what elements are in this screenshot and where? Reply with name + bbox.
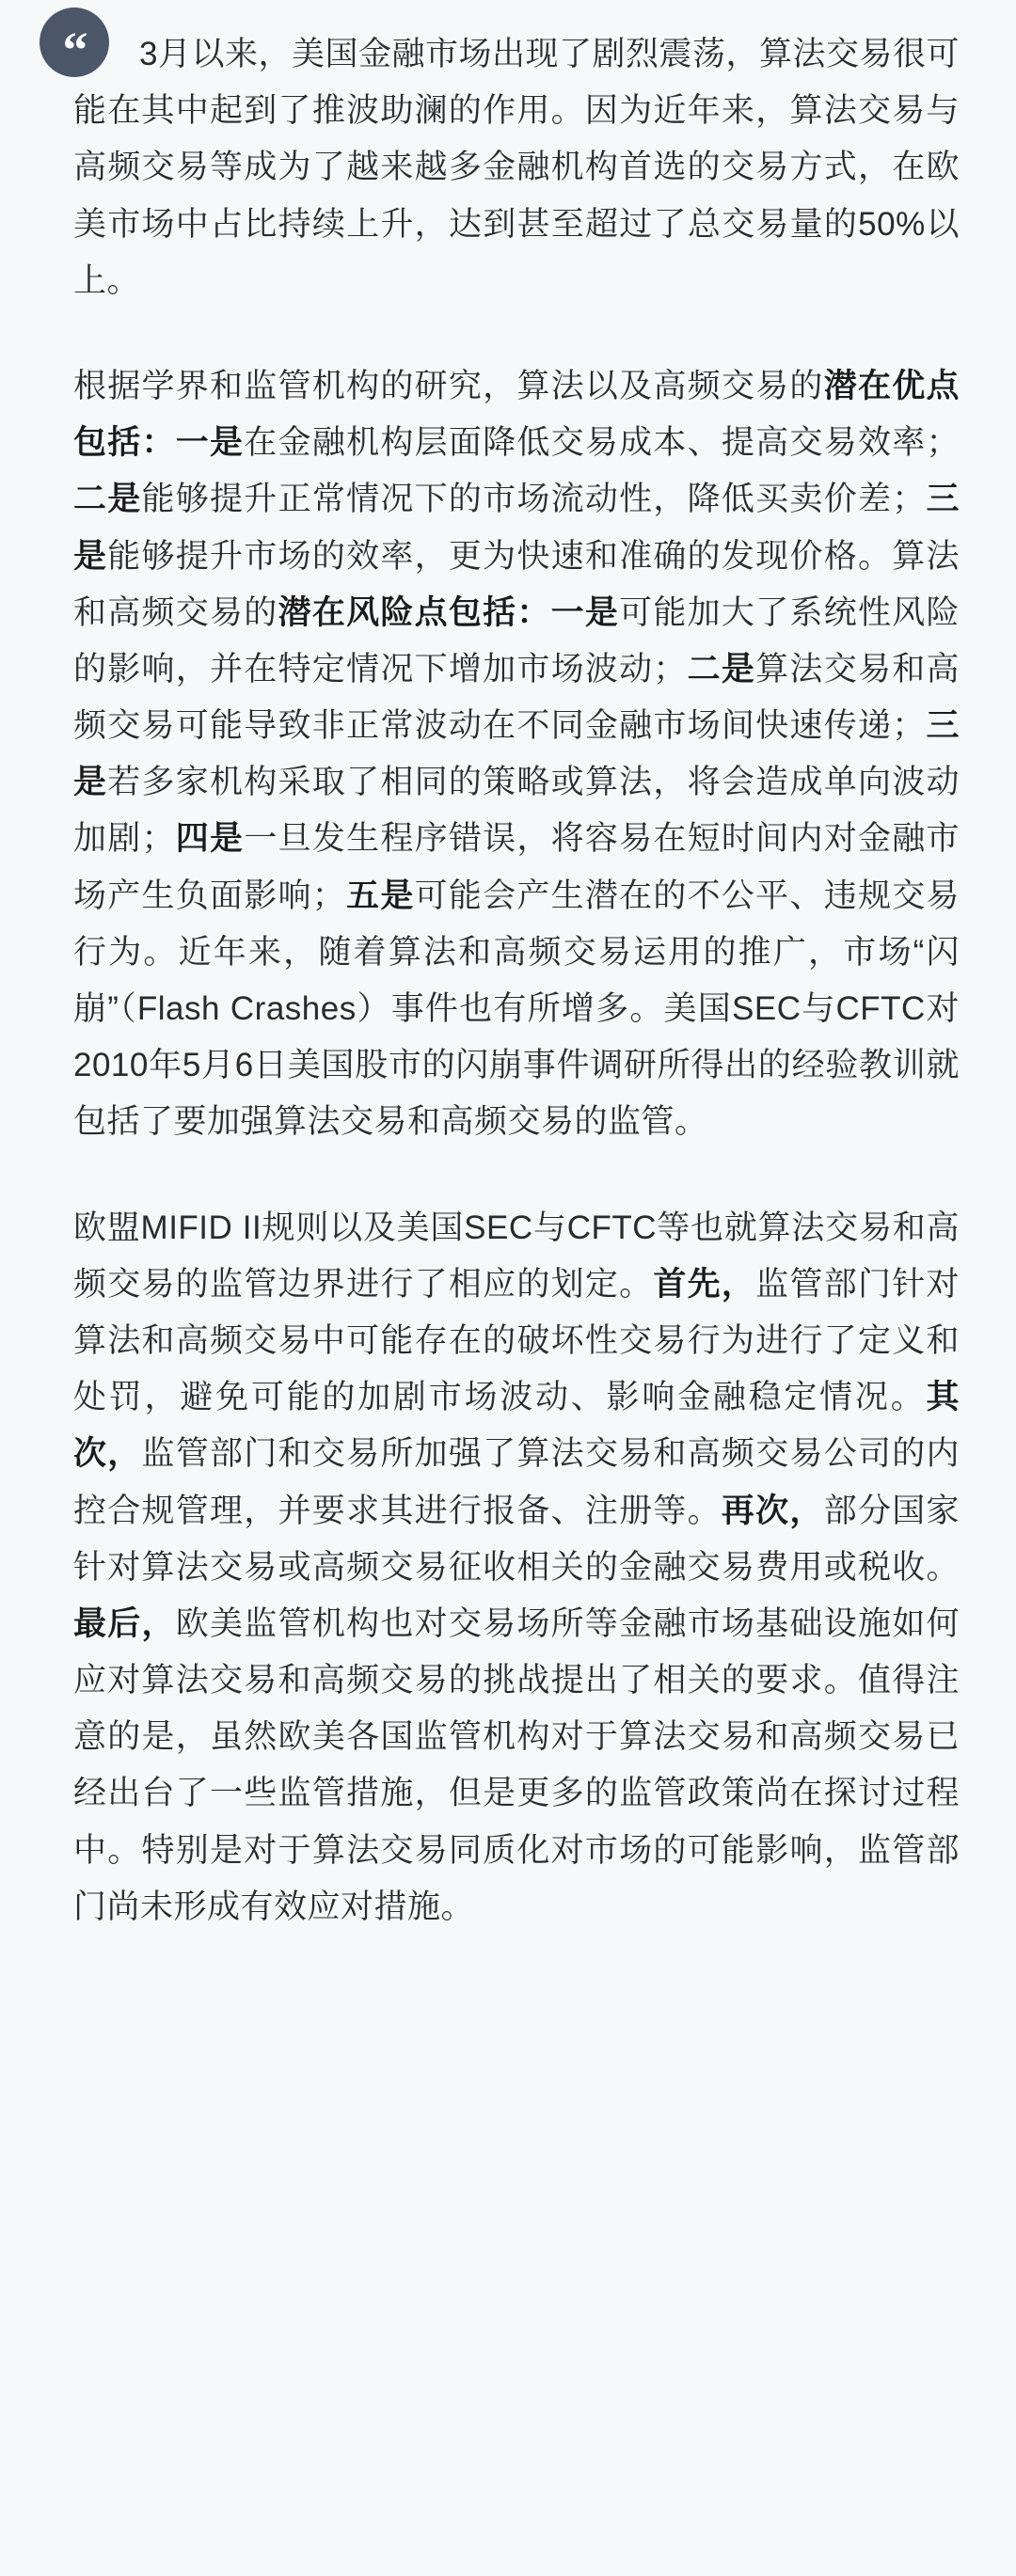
body-text: 欧盟MIFID II规则以及美国SEC与CFTC等也就算法交易和高频交易的监管边界进行了相应的划定。 — [73, 1209, 960, 1303]
body-text: 监管部门针对算法和高频交易中可能存在的破坏性交易行为进行了定义和处罚，避免可能的加剧市场波动、影响金融稳定情况。 — [73, 1265, 960, 1416]
body-text: 根据学界和监管机构的研究，算法以及高频交易的 — [73, 367, 824, 404]
emphasis-text: 潜在风险点包括：一是 — [278, 593, 620, 631]
double-quote-icon: “ — [40, 8, 109, 77]
body-text: 可能会产生潜在的不公平、违规交易行为。近年来，随着算法和高频交易运用的推广，市场“闪崩”（Flash Crashes）事件也有所增多。美国SEC与CFTC对2010年5月6日美国股市的闪崩事件调研所得出的经验教训就包括了要加强算法交易和高频交易的监管。 — [73, 877, 960, 1141]
body-text: 能够提升市场的效率，更为快速和准确的发现价格。算法和高频交易的 — [73, 537, 960, 631]
emphasis-text: 二是 — [686, 650, 756, 687]
paragraph — [73, 26, 960, 309]
emphasis-text: 三是 — [73, 481, 960, 575]
emphasis-text: 三是 — [73, 707, 960, 801]
emphasis-text: 其次， — [73, 1379, 960, 1473]
body-text: 部分国家针对算法交易或高频交易征收相关的金融交易费用或税收。 — [73, 1492, 960, 1586]
body-text: 欧美监管机构也对交易场所等金融市场基础设施如何应对算法交易和高频交易的挑战提出了相关的要求。值得注意的是，虽然欧美各国监管机构对于算法交易和高频交易已经出台了一些监管措施，但是更多的监管政策尚在探讨过程中。特别是对于算法交易同质化对市场的可能影响，监管部门尚未形成有效应对措施。 — [73, 1604, 960, 1925]
emphasis-text: 首先， — [653, 1265, 756, 1303]
body-text: 在金融机构层面降低交易成本、提高交易效率； — [244, 424, 960, 462]
emphasis-text: 五是 — [345, 877, 415, 914]
emphasis-text: 四是 — [175, 820, 245, 858]
body-text: 若多家机构采取了相同的策略或算法，将会造成单向波动加剧； — [73, 764, 960, 858]
emphasis-text: 再次， — [721, 1492, 824, 1529]
paragraph — [73, 1200, 960, 1936]
emphasis-text: 最后， — [73, 1604, 176, 1642]
body-text: 3月以来，美国金融市场出现了剧烈震荡，算法交易很可能在其中起到了推波助澜的作用。因为近年来，算法交易与高频交易等成为了越来越多金融机构首选的交易方式，在欧美市场中占比持续上升，达到甚至超过了总交易量的50%以上。 — [73, 36, 960, 299]
body-text: 算法交易和高频交易可能导致非正常波动在不同金融市场间快速传递； — [73, 650, 960, 745]
body-text: 能够提升正常情况下的市场流动性，降低买卖价差； — [141, 481, 926, 518]
paragraph-list — [73, 26, 960, 1936]
body-text: 一旦发生程序错误，将容易在短时间内对金融市场产生负面影响； — [73, 820, 960, 914]
paragraph — [73, 358, 960, 1151]
body-text: 监管部门和交易所加强了算法交易和高频交易公司的内控合规管理，并要求其进行报备、注册等。 — [73, 1435, 960, 1529]
emphasis-text: 二是 — [73, 481, 142, 518]
body-text: 可能加大了系统性风险的影响，并在特定情况下增加市场波动； — [73, 593, 960, 687]
emphasis-text: 潜在优点包括：一是 — [73, 367, 960, 462]
